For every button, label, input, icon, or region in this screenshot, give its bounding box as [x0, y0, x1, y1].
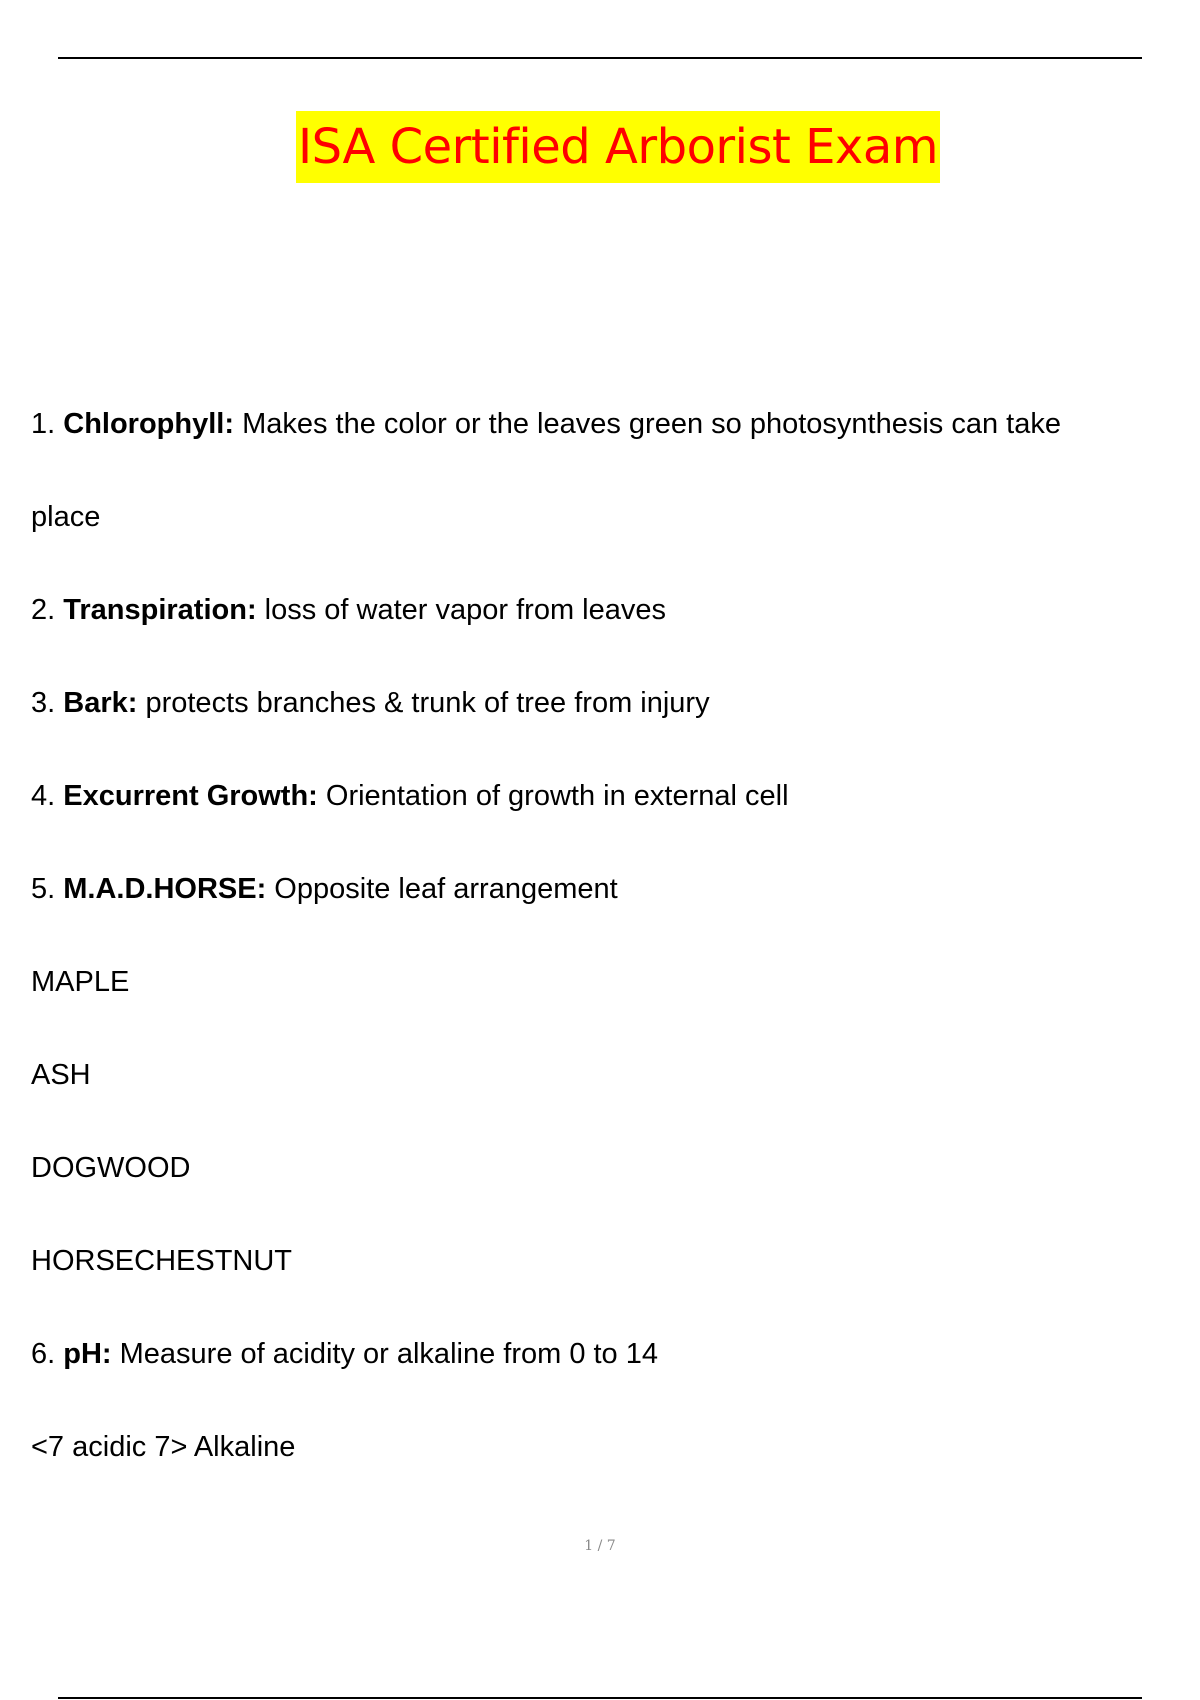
item-number: 4.: [31, 780, 56, 812]
list-item-maple: [31, 936, 1181, 1029]
item-definition: Measure of acidity or alkaline from 0 to 14: [111, 1338, 659, 1370]
item-definition: protects branches & trunk of tree from injury: [137, 687, 710, 719]
item-number: 3.: [31, 687, 56, 719]
bottom-rule: [58, 1697, 1142, 1699]
item-text: DOGWOOD: [31, 1152, 191, 1184]
item-definition: loss of water vapor from leaves: [256, 594, 666, 626]
item-definition: Orientation of growth in external cell: [317, 780, 789, 812]
list-item-continuation: [31, 471, 1181, 564]
item-text: HORSECHESTNUT: [31, 1245, 293, 1277]
list-item-ash: [31, 1029, 1181, 1122]
list-item-transpiration: [31, 564, 1181, 657]
list-item-excurrent-growth: [31, 750, 1181, 843]
item-number: 5.: [31, 873, 56, 905]
page-number: 1 / 7: [584, 1538, 616, 1554]
item-text: place: [31, 501, 101, 533]
item-definition: Opposite leaf arrangement: [266, 873, 618, 905]
list-item-ph: [31, 1308, 1181, 1401]
item-term: Excurrent Growth:: [63, 780, 318, 812]
top-rule: [58, 57, 1142, 59]
item-number: 1.: [31, 408, 56, 440]
item-number: 2.: [31, 594, 56, 626]
document-title: ISA Certified Arborist Exam: [296, 111, 940, 183]
item-term: Chlorophyll:: [63, 408, 235, 440]
document-body: [31, 378, 1181, 1494]
item-term: M.A.D.HORSE:: [63, 873, 267, 905]
list-item-bark: [31, 657, 1181, 750]
list-item-chlorophyll: [31, 378, 1181, 471]
title-block: [0, 111, 1200, 183]
item-text: ASH: [31, 1059, 91, 1091]
list-item-mad-horse: [31, 843, 1181, 936]
item-text: MAPLE: [31, 966, 130, 998]
list-item-dogwood: [31, 1122, 1181, 1215]
item-term: pH:: [63, 1338, 112, 1370]
item-term: Bark:: [63, 687, 138, 719]
item-number: 6.: [31, 1338, 56, 1370]
item-term: Transpiration:: [63, 594, 257, 626]
item-definition: Makes the color or the leaves green so photosynthesis can take: [234, 408, 1061, 440]
list-item-ph-scale: [31, 1401, 1181, 1494]
item-text: <7 acidic 7> Alkaline: [31, 1431, 296, 1463]
list-item-horsechestnut: [31, 1215, 1181, 1308]
